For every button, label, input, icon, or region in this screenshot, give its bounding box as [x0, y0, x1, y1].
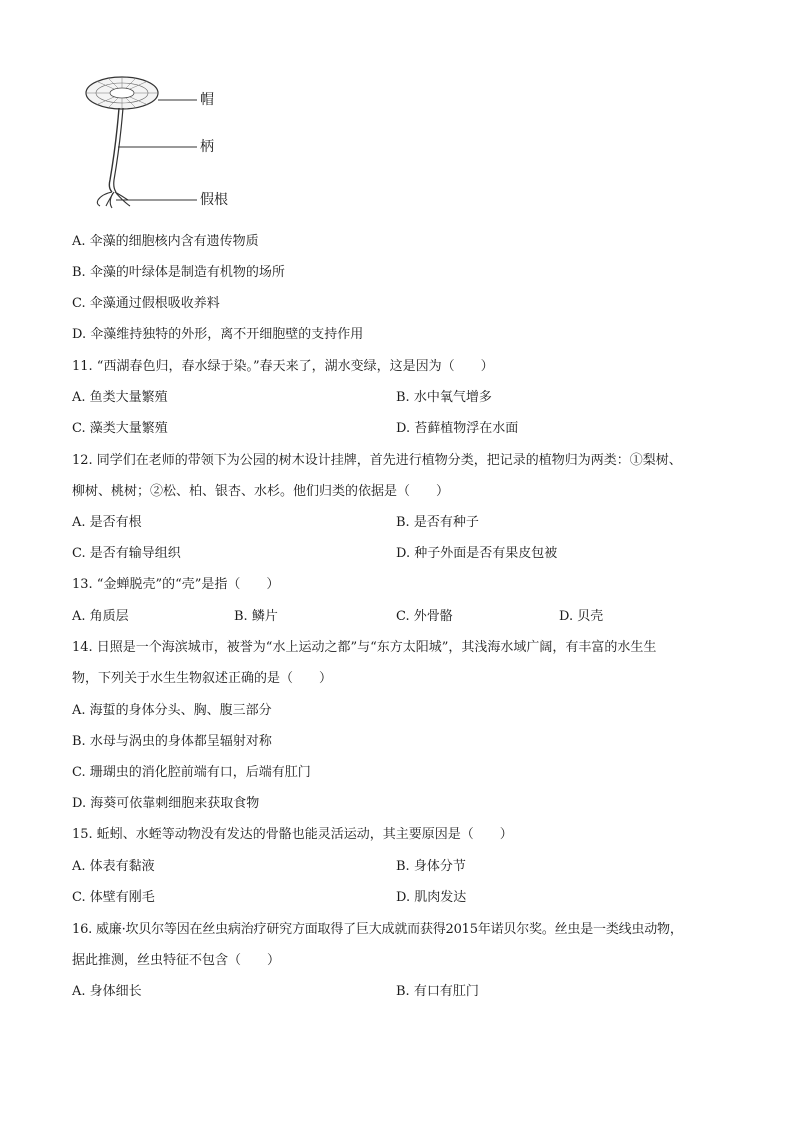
- q16-option-b: B. 有口有肛门: [396, 984, 479, 999]
- q14-stem-line1: 14. 日照是一个海滨城市，被誉为“水上运动之都”与“东方太阳城”，其浅海水域广阔，有丰富的水生生: [72, 640, 657, 655]
- q12-option-b: B. 是否有种子: [396, 515, 479, 530]
- q10-option-b: B. 伞藻的叶绿体是制造有机物的场所: [72, 265, 285, 280]
- q12-option-a: A. 是否有根: [72, 515, 142, 530]
- q14-option-c: C. 珊瑚虫的消化腔前端有口，后端有肛门: [72, 765, 311, 780]
- q12-option-d: D. 种子外面是否有果皮包被: [396, 546, 558, 561]
- q16-option-a: A. 身体细长: [72, 984, 142, 999]
- q16-stem-line1: 16. 威廉·坎贝尔等因在丝虫病治疗研究方面取得了巨大成就而获得2015年诺贝尔奖。丝虫是一类线虫动物，: [72, 922, 683, 937]
- q13-stem: 13. “金蝉脱壳”的“壳”是指（ ）: [72, 577, 280, 592]
- q15-option-a: A. 体表有黏液: [72, 859, 155, 874]
- q11-stem: 11. “西湖春色归，春水绿于染。”春天来了，湖水变绿，这是因为（ ）: [72, 359, 494, 374]
- q11-option-d: D. 苔藓植物浮在水面: [396, 421, 519, 436]
- q10-option-d: D. 伞藻维持独特的外形，离不开细胞壁的支持作用: [72, 327, 364, 342]
- q10-option-a: A. 伞藻的细胞核内含有遗传物质: [72, 234, 259, 249]
- rhizoid-label: 假根: [200, 192, 228, 208]
- q15-option-b: B. 身体分节: [396, 859, 466, 874]
- q13-option-c: C. 外骨骼: [396, 609, 453, 624]
- q14-stem-line2: 物，下列关于水生生物叙述正确的是（ ）: [72, 671, 333, 686]
- q12-stem-line2: 柳树、桃树；②松、柏、银杏、水杉。他们归类的依据是（ ）: [72, 484, 450, 499]
- q12-stem-line1: 12. 同学们在老师的带领下为公园的树木设计挂牌，首先进行植物分类，把记录的植物归为两类：①梨树、: [72, 453, 682, 468]
- stalk-label: 柄: [200, 139, 214, 155]
- q14-option-a: A. 海蜇的身体分头、胸、腹三部分: [72, 703, 272, 718]
- q16-stem-line2: 据此推测，丝虫特征不包含（ ）: [72, 953, 281, 968]
- q15-option-c: C. 体壁有刚毛: [72, 890, 155, 905]
- q11-option-a: A. 鱼类大量繁殖: [72, 390, 168, 405]
- q11-option-c: C. 藻类大量繁殖: [72, 421, 168, 436]
- q10-option-c: C. 伞藻通过假根吸收养料: [72, 296, 220, 311]
- q14-option-d: D. 海葵可依靠刺细胞来获取食物: [72, 796, 260, 811]
- q13-option-d: D. 贝壳: [559, 609, 604, 624]
- umbrella-alga-figure: [72, 70, 242, 215]
- q15-option-d: D. 肌肉发达: [396, 890, 467, 905]
- q15-stem: 15. 蚯蚓、水蛭等动物没有发达的骨骼也能灵活运动，其主要原因是（ ）: [72, 827, 513, 842]
- q13-option-a: A. 角质层: [72, 609, 129, 624]
- q11-option-b: B. 水中氧气增多: [396, 390, 492, 405]
- q14-option-b: B. 水母与涡虫的身体都呈辐射对称: [72, 734, 272, 749]
- q12-option-c: C. 是否有输导组织: [72, 546, 181, 561]
- q13-option-b: B. 鳞片: [234, 609, 278, 624]
- cap-label: 帽: [200, 92, 214, 108]
